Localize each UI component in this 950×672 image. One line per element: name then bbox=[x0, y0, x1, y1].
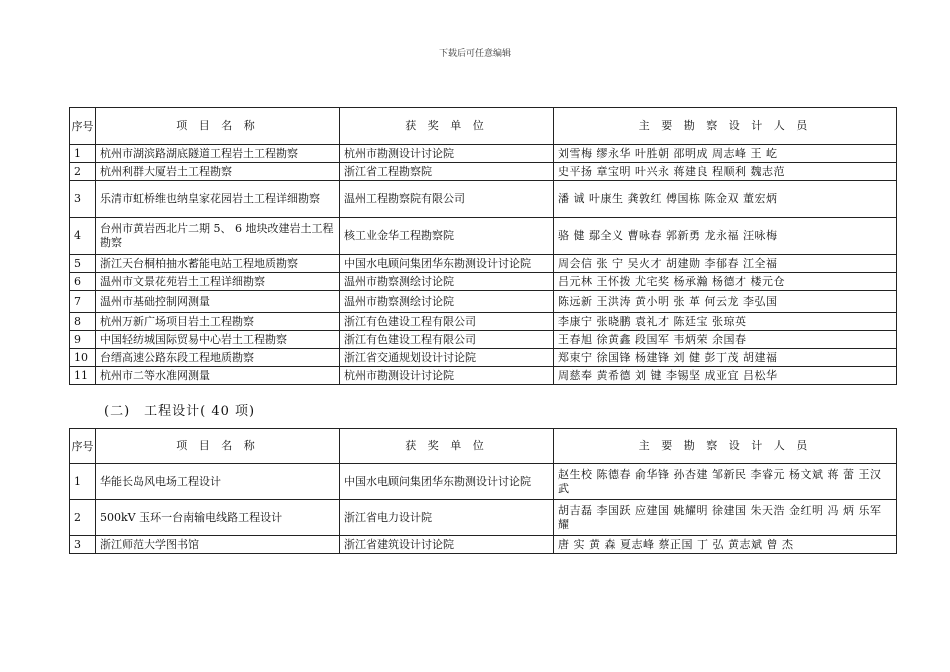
table-row bbox=[70, 291, 897, 313]
table-row bbox=[70, 349, 897, 367]
header-unit: 获 奖 单 位 bbox=[340, 108, 554, 145]
row-number: 9 bbox=[70, 331, 96, 349]
project-name: 杭州市二等水准网测量 bbox=[96, 367, 340, 385]
table-header-row bbox=[70, 429, 897, 464]
award-unit: 浙江省电力设计院 bbox=[340, 500, 554, 536]
award-unit: 核工业金华工程勘察院 bbox=[340, 218, 554, 255]
table-row bbox=[70, 145, 897, 163]
project-name: 温州市文景花苑岩土工程详细勘察 bbox=[96, 273, 340, 291]
project-name: 浙江师范大学图书馆 bbox=[96, 536, 340, 554]
row-number: 8 bbox=[70, 313, 96, 331]
table-row bbox=[70, 255, 897, 273]
header-people: 主 要 勘 察 设 计 人 员 bbox=[554, 429, 897, 464]
key-personnel: 唐 实 黄 森 夏志峰 蔡正国 丁 弘 黄志斌 曾 杰 bbox=[554, 536, 897, 554]
row-number: 7 bbox=[70, 291, 96, 313]
award-unit: 温州市勘察测绘讨论院 bbox=[340, 291, 554, 313]
row-number: 3 bbox=[70, 181, 96, 218]
row-number: 3 bbox=[70, 536, 96, 554]
header-note: 下载后可任意编辑 bbox=[438, 49, 511, 59]
key-personnel: 骆 健 鄢全义 曹咏春 郭新勇 龙永福 汪咏梅 bbox=[554, 218, 897, 255]
project-name: 华能长岛风电场工程设计 bbox=[96, 464, 340, 500]
header-people: 主 要 勘 察 设 计 人 员 bbox=[554, 108, 897, 145]
row-number: 2 bbox=[70, 500, 96, 536]
key-personnel: 赵生校 陈德春 俞华锋 孙杏建 邹新民 李睿元 杨文斌 蒋 蕾 王汉武 bbox=[554, 464, 897, 500]
key-personnel: 刘雪梅 缪永华 叶胜朝 邵明成 周志峰 王 屹 bbox=[554, 145, 897, 163]
project-name: 浙江天台桐柏抽水蓄能电站工程地质勘察 bbox=[96, 255, 340, 273]
design-awards-table bbox=[69, 428, 897, 554]
key-personnel: 李康宁 张晓鹏 袁礼才 陈廷宝 张琼英 bbox=[554, 313, 897, 331]
table-row bbox=[70, 536, 897, 554]
table-row bbox=[70, 367, 897, 385]
key-personnel: 周会信 张 宁 吴火才 胡建勋 李郁春 江全福 bbox=[554, 255, 897, 273]
table-row bbox=[70, 163, 897, 181]
table-row bbox=[70, 181, 897, 218]
section-number: (二) bbox=[104, 404, 131, 419]
header-seq: 序号 bbox=[70, 108, 96, 145]
row-number: 10 bbox=[70, 349, 96, 367]
section-heading bbox=[104, 400, 269, 419]
row-number: 6 bbox=[70, 273, 96, 291]
row-number: 2 bbox=[70, 163, 96, 181]
header-project: 项 目 名 称 bbox=[96, 108, 340, 145]
award-unit: 杭州市勘测设计讨论院 bbox=[340, 145, 554, 163]
row-number: 4 bbox=[70, 218, 96, 255]
header-unit: 获 奖 单 位 bbox=[340, 429, 554, 464]
table-body bbox=[70, 145, 897, 385]
award-unit: 浙江省工程勘察院 bbox=[340, 163, 554, 181]
table-row bbox=[70, 464, 897, 500]
header-seq: 序号 bbox=[70, 429, 96, 464]
row-number: 1 bbox=[70, 145, 96, 163]
table-row bbox=[70, 313, 897, 331]
row-number: 1 bbox=[70, 464, 96, 500]
table-header-row bbox=[70, 108, 897, 145]
award-unit: 浙江有色建设工程有限公司 bbox=[340, 331, 554, 349]
award-unit: 中国水电顾问集团华东勘测设计讨论院 bbox=[340, 464, 554, 500]
project-name: 中国轻纺城国际贸易中心岩土工程勘察 bbox=[96, 331, 340, 349]
table-row bbox=[70, 331, 897, 349]
table-row bbox=[70, 218, 897, 255]
row-number: 11 bbox=[70, 367, 96, 385]
project-name: 杭州万新广场项目岩土工程勘察 bbox=[96, 313, 340, 331]
award-unit: 温州工程勘察院有限公司 bbox=[340, 181, 554, 218]
key-personnel: 周慈奉 黄希德 刘 键 李锡坚 成亚宜 吕松华 bbox=[554, 367, 897, 385]
project-name: 乐清市虹桥维也纳皇家花园岩土工程详细勘察 bbox=[96, 181, 340, 218]
row-number: 5 bbox=[70, 255, 96, 273]
key-personnel: 陈远新 王洪涛 黄小明 张 革 何云龙 李弘国 bbox=[554, 291, 897, 313]
award-unit: 中国水电顾问集团华东勘测设计讨论院 bbox=[340, 255, 554, 273]
project-name: 台缙高速公路东段工程地质勘察 bbox=[96, 349, 340, 367]
survey-awards-table bbox=[69, 107, 897, 385]
key-personnel: 潘 诚 叶康生 龚敦红 傅国栋 陈金双 董宏炳 bbox=[554, 181, 897, 218]
project-name: 杭州利群大厦岩土工程勘察 bbox=[96, 163, 340, 181]
table-row bbox=[70, 273, 897, 291]
award-unit: 杭州市勘测设计讨论院 bbox=[340, 367, 554, 385]
section-title: 工程设计( 40 项) bbox=[144, 404, 256, 419]
key-personnel: 史平扬 章宝明 叶兴永 蒋建良 程顺利 魏志范 bbox=[554, 163, 897, 181]
header-project: 项 目 名 称 bbox=[96, 429, 340, 464]
key-personnel: 郑束宁 徐国锋 杨建锋 刘 健 彭丁茂 胡建福 bbox=[554, 349, 897, 367]
table-body bbox=[70, 464, 897, 554]
award-unit: 浙江有色建设工程有限公司 bbox=[340, 313, 554, 331]
project-name: 500kV 玉环一台南输电线路工程设计 bbox=[96, 500, 340, 536]
table-row bbox=[70, 500, 897, 536]
award-unit: 浙江省交通规划设计讨论院 bbox=[340, 349, 554, 367]
project-name: 温州市基础控制网测量 bbox=[96, 291, 340, 313]
project-name: 杭州市湖滨路湖底隧道工程岩土工程勘察 bbox=[96, 145, 340, 163]
key-personnel: 王春旭 徐黄鑫 段国军 韦炳荣 余国春 bbox=[554, 331, 897, 349]
key-personnel: 胡吉磊 李国跃 应建国 姚耀明 徐建国 朱天浩 金红明 冯 炳 乐军耀 bbox=[554, 500, 897, 536]
project-name: 台州市黄岩西北片二期 5、 6 地块改建岩土工程勘察 bbox=[96, 218, 340, 255]
award-unit: 温州市勘察测绘讨论院 bbox=[340, 273, 554, 291]
key-personnel: 吕元林 王怀拨 尤宅奖 杨承瀚 杨德才 楼元仓 bbox=[554, 273, 897, 291]
award-unit: 浙江省建筑设计讨论院 bbox=[340, 536, 554, 554]
